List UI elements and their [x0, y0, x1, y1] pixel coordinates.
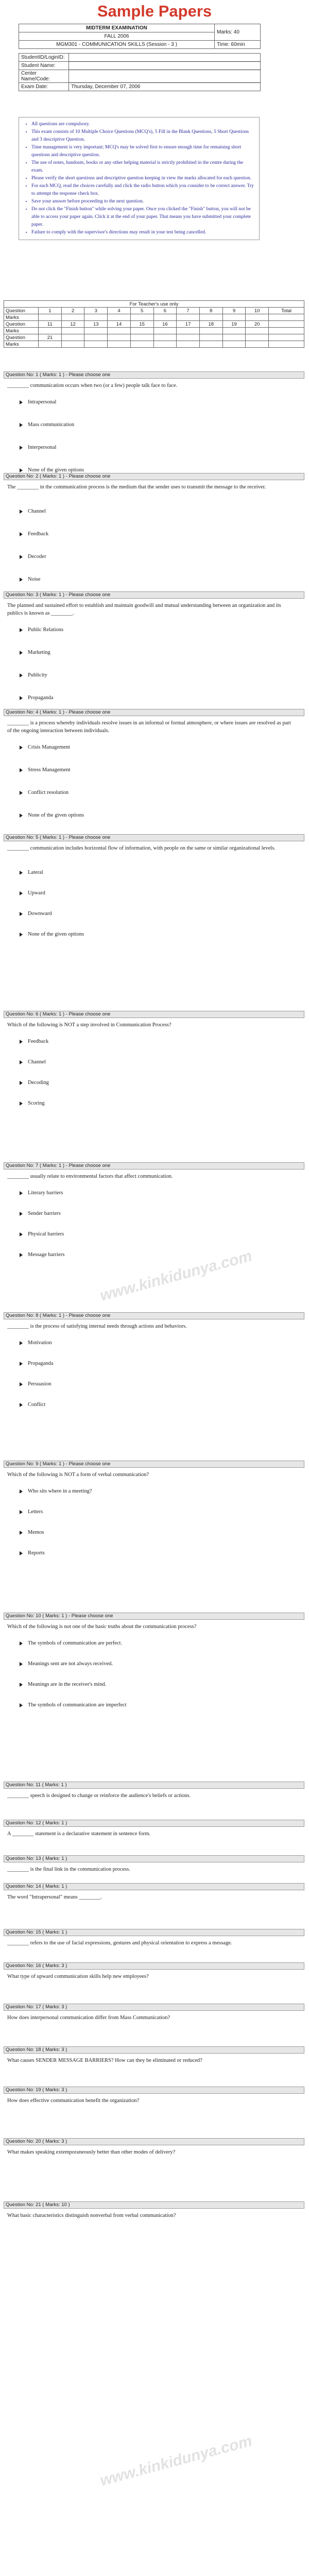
option-bullet-icon [20, 1362, 23, 1366]
teacher-table-row [4, 314, 304, 321]
option-bullet-icon [20, 1403, 23, 1407]
option-bullet-icon [20, 1382, 23, 1386]
teacher-table-cell [130, 314, 153, 321]
teacher-table-row [4, 328, 304, 334]
question-stem: What basic characteristics distinguish nonverbal from verbal communication? [7, 2213, 176, 2218]
question-header-bar: Question No: 4 ( Marks: 1 ) - Please choose one [4, 709, 304, 716]
question-header-bar: Question No: 7 ( Marks: 1 ) - Please choose one [4, 1162, 304, 1170]
question-header-bar: Question No: 3 ( Marks: 1 ) - Please choose one [4, 591, 304, 599]
question-header-bar: Question No: 10 ( Marks: 1 ) - Please choose one [4, 1613, 304, 1620]
option-bullet-icon [20, 555, 23, 559]
teacher-table-cell [177, 334, 200, 341]
question-header-bar: Question No: 18 ( Marks: 3 ) [4, 2046, 304, 2054]
instruction-item: • Save your answer before proceeding to the next question. [31, 198, 254, 206]
option-bullet-icon [20, 891, 23, 895]
question-header-bar: Question No: 13 ( Marks: 1 ) [4, 1855, 304, 1862]
option-radio[interactable] [20, 1360, 54, 1367]
question-stem: A ________ statement is a declarative statement in sentence form. [7, 1831, 151, 1837]
teacher-table-cell [61, 314, 84, 321]
teacher-table-cell [39, 314, 62, 321]
teacher-table-cell [61, 341, 84, 348]
teacher-table-cell: 13 [84, 321, 108, 328]
question-stem: ________ is a process whereby individuals resolve issues in an informal or formal atmosphere, or where issues are resolved as part of the ongoing interaction between individuals. [7, 720, 291, 734]
teacher-table-cell [222, 328, 246, 334]
option-radio[interactable] [20, 744, 70, 751]
instruction-item: • The use of notes, handouts, books or any other helping material is strictly prohibited in the centre during the exam. [31, 159, 254, 175]
option-label: Lateral [28, 870, 43, 875]
question-header-bar: Question No: 20 ( Marks: 3 ) [4, 2138, 304, 2145]
question-stem: What causes SENDER MESSAGE BARRIERS? How can they be eliminated or reduced? [7, 2058, 202, 2063]
option-bullet-icon [20, 423, 23, 427]
exam-time: Time: 60min [215, 41, 261, 49]
teacher-table-cell [108, 328, 131, 334]
option-radio[interactable] [20, 1079, 49, 1087]
student-id-field[interactable] [69, 54, 261, 62]
teacher-table-cell: Question [4, 334, 39, 341]
option-bullet-icon [20, 651, 23, 655]
teacher-table-cell [177, 314, 200, 321]
instructions-box [19, 117, 260, 240]
option-radio[interactable] [20, 789, 68, 796]
question-header-bar: Question No: 15 ( Marks: 1 ) [4, 1929, 304, 1936]
teacher-table-caption: For Teacher's use only [4, 301, 304, 308]
teacher-table-cell: 21 [39, 334, 62, 341]
teacher-table-cell [84, 314, 108, 321]
teacher-table-cell: 19 [222, 321, 246, 328]
option-radio[interactable] [20, 1702, 127, 1709]
question-stem: How does interpersonal communication differ from Mass Communication? [7, 2015, 170, 2021]
teacher-table-cell [199, 341, 222, 348]
option-bullet-icon [20, 1703, 23, 1707]
teacher-table-cell [246, 334, 269, 341]
teacher-use-table [4, 300, 304, 348]
option-bullet-icon [20, 1253, 23, 1257]
exam-header-table [19, 24, 261, 91]
option-bullet-icon [20, 446, 23, 450]
question-header-bar: Question No: 5 ( Marks: 1 ) - Please choose one [4, 834, 304, 841]
option-label: Scoring [28, 1100, 45, 1106]
teacher-table-cell [177, 328, 200, 334]
option-bullet-icon [20, 400, 23, 404]
option-label: Crisis Management [28, 744, 70, 750]
option-radio[interactable] [20, 910, 52, 918]
teacher-table-header: Question 1 2 3 4 5 6 7 8 9 10 Total [4, 308, 304, 314]
teacher-table-cell: 20 [246, 321, 269, 328]
question-stem: The planned and sustained effort to establish and maintain goodwill and mutual understanding between an organization and its publics is known as ________. [7, 603, 281, 616]
question-stem: ________ communication includes horizontal flow of information, with people on the same or similar organizational levels. [7, 845, 276, 851]
option-bullet-icon [20, 696, 23, 700]
marks-total: Marks: 40 [215, 24, 261, 41]
option-label: Persuasion [28, 1381, 52, 1387]
teacher-table-cell [61, 334, 84, 341]
option-bullet-icon [20, 814, 23, 818]
option-bullet-icon [20, 1212, 23, 1216]
option-radio[interactable] [20, 1488, 92, 1495]
option-label: Meanings sent are not always received. [28, 1661, 113, 1667]
option-label: Feedback [28, 531, 49, 537]
field-exam-date: Exam Date: [19, 83, 69, 91]
question-stem: ________ usually relate to environmental factors that affect communication. [7, 1174, 173, 1179]
option-label: Conflict resolution [28, 790, 69, 795]
option-radio[interactable] [20, 1681, 106, 1688]
teacher-table-row [4, 341, 304, 348]
option-radio[interactable] [20, 931, 84, 938]
question-header-bar: Question No: 12 ( Marks: 1 ) [4, 1820, 304, 1827]
option-label: The symbols of communication are perfect. [28, 1640, 123, 1646]
teacher-table-cell: 18 [199, 321, 222, 328]
option-radio[interactable] [20, 694, 54, 702]
teacher-table-cell: Marks [4, 328, 39, 334]
question-header-bar: Question No: 9 ( Marks: 1 ) - Please choose one [4, 1461, 304, 1468]
option-label: Physical barriers [28, 1231, 64, 1237]
option-radio[interactable] [20, 531, 48, 538]
center-field[interactable] [69, 70, 261, 83]
question-stem: ________ refers to the use of facial expressions, gestures and physical orientation to express a message. [7, 1940, 232, 1946]
question-header-bar: Question No: 14 ( Marks: 1 ) [4, 1883, 304, 1890]
teacher-table-cell [39, 328, 62, 334]
teacher-table-row [4, 334, 304, 341]
option-bullet-icon [20, 1683, 23, 1687]
teacher-table-cell [108, 341, 131, 348]
option-label: Literary barriers [28, 1190, 63, 1196]
question-header-bar: Question No: 8 ( Marks: 1 ) - Please choose one [4, 1312, 304, 1319]
option-bullet-icon [20, 1232, 23, 1236]
question-stem: ________ is the process of satisfying internal needs through actions and behaviors. [7, 1324, 187, 1329]
teacher-table-cell [199, 328, 222, 334]
option-label: Who sits where in a meeting? [28, 1488, 92, 1494]
option-label: Conflict [28, 1402, 46, 1408]
teacher-table-cell [246, 328, 269, 334]
teacher-table-cell [153, 334, 177, 341]
teacher-table-cell: Marks [4, 341, 39, 348]
option-radio[interactable] [20, 1231, 64, 1238]
teacher-table-cell: 16 [153, 321, 177, 328]
question-stem: ________ speech is designed to change or reinforce the audience's beliefs or actions. [7, 1793, 191, 1799]
option-radio[interactable] [20, 890, 45, 897]
instruction-item: • Time management is very important; MCQ's may be solved first to ensure enough time for remaining short questions and descriptive question. [31, 144, 254, 159]
question-stem: How does effective communication benefit the organization? [7, 2098, 140, 2104]
teacher-table-cell [177, 341, 200, 348]
option-label: Channel [28, 509, 46, 514]
question-stem: ________ communication occurs when two (or a few) people talk face to face. [7, 383, 178, 388]
field-student-name: Student Name: [19, 62, 69, 70]
option-radio[interactable] [20, 1550, 45, 1557]
option-label: Intrapersonal [28, 399, 57, 405]
option-radio[interactable] [20, 1381, 52, 1388]
instruction-item: • All questions are compulsory. [31, 121, 254, 128]
option-label: None of the given options [28, 467, 84, 473]
teacher-table-cell [108, 334, 131, 341]
option-bullet-icon [20, 1341, 23, 1345]
teacher-table-cell [222, 334, 246, 341]
option-radio[interactable] [20, 421, 74, 429]
option-radio[interactable] [20, 399, 56, 406]
option-bullet-icon [20, 1551, 23, 1555]
option-label: None of the given options [28, 931, 84, 937]
watermark: www.kinkidunya.com [98, 1247, 254, 1304]
option-label: Memos [28, 1530, 44, 1535]
option-label: Letters [28, 1509, 43, 1515]
option-radio[interactable] [20, 672, 47, 679]
teacher-table-cell [153, 328, 177, 334]
question-header-bar: Question No: 6 ( Marks: 1 ) - Please choose one [4, 1011, 304, 1018]
option-bullet-icon [20, 510, 23, 514]
question-header-bar: Question No: 17 ( Marks: 3 ) [4, 2004, 304, 2011]
teacher-table-cell [269, 321, 304, 328]
option-bullet-icon [20, 1489, 23, 1494]
option-label: The symbols of communication are imperfect [28, 1702, 127, 1708]
teacher-table-cell [84, 341, 108, 348]
teacher-table-cell: 12 [61, 321, 84, 328]
course-title: MGM301 - COMMUNICATION SKILLS (Session - 3 ) [19, 41, 215, 49]
teacher-table-cell [246, 341, 269, 348]
option-radio[interactable] [20, 576, 41, 583]
option-radio[interactable] [20, 1210, 61, 1217]
question-header-bar: Question No: 11 ( Marks: 1 ) [4, 1782, 304, 1789]
question-stem: What makes speaking extemporaneously better than other modes of delivery? [7, 2149, 176, 2155]
teacher-table-cell: 14 [108, 321, 131, 328]
option-radio[interactable] [20, 649, 50, 656]
option-radio[interactable] [20, 1100, 45, 1107]
option-bullet-icon [20, 1101, 23, 1106]
question-stem: Which of the following is NOT a form of verbal communication? [7, 1472, 149, 1478]
teacher-table-cell [39, 341, 62, 348]
teacher-table-cell [153, 341, 177, 348]
option-label: Meanings are in the receiver's mind. [28, 1682, 107, 1687]
teacher-table-cell [222, 314, 246, 321]
option-bullet-icon [20, 1662, 23, 1666]
teacher-table-cell [269, 314, 304, 321]
option-radio[interactable] [20, 1251, 64, 1259]
question-header-bar: Question No: 1 ( Marks: 1 ) - Please choose one [4, 371, 304, 379]
teacher-table-cell [108, 314, 131, 321]
option-bullet-icon [20, 1191, 23, 1195]
option-radio[interactable] [20, 1660, 113, 1668]
option-label: Downward [28, 911, 52, 917]
option-radio[interactable] [20, 1509, 43, 1516]
teacher-table-cell [199, 334, 222, 341]
option-label: Propaganda [28, 1361, 54, 1366]
option-label: Public Relations [28, 627, 64, 633]
instruction-item: • For each MCQ, read the choices carefully and click the radio button which you consider to be correct answer. Try to attempt the response check box. [31, 182, 254, 198]
question-header-bar: Question No: 16 ( Marks: 3 ) [4, 1962, 304, 1970]
option-radio[interactable] [20, 508, 46, 515]
teacher-table-cell: 11 [39, 321, 62, 328]
option-radio[interactable] [20, 1038, 48, 1045]
option-label: Stress Management [28, 767, 71, 773]
teacher-table-cell [61, 328, 84, 334]
option-radio[interactable] [20, 767, 71, 774]
option-label: Publicity [28, 672, 47, 678]
option-radio[interactable] [20, 1340, 52, 1347]
option-radio[interactable] [20, 444, 56, 451]
option-label: Reports [28, 1550, 45, 1556]
option-radio[interactable] [20, 1529, 44, 1536]
option-radio[interactable] [20, 1401, 45, 1409]
option-label: Upward [28, 890, 45, 896]
question-header-bar: Question No: 2 ( Marks: 1 ) - Please choose one [4, 473, 304, 480]
question-stem: The ________ in the communication process is the medium that the sender uses to transmit the message to the receiver. [7, 484, 266, 490]
teacher-table-cell [199, 314, 222, 321]
banner-title: Sample Papers [97, 2, 212, 20]
option-bullet-icon [20, 578, 23, 582]
instruction-item: • Do not click the "Finish button" while solving your paper. Once you clicked the "Finish" button, you will not be able to access your paper again. Click it at the end of your paper. That means you have submitted your complete paper. [31, 206, 254, 229]
instruction-item: • Failure to comply with the supervisor's directions may result in your test being cancelled. [31, 229, 254, 236]
option-radio[interactable] [20, 626, 63, 634]
option-bullet-icon [20, 532, 23, 536]
option-label: Channel [28, 1059, 46, 1065]
teacher-table-cell [130, 334, 153, 341]
watermark: www.kinkidunya.com [98, 2432, 254, 2489]
option-bullet-icon [20, 1040, 23, 1044]
option-bullet-icon [20, 791, 23, 795]
teacher-table-cell [84, 328, 108, 334]
teacher-table-cell: Question [4, 321, 39, 328]
option-bullet-icon [20, 673, 23, 677]
option-radio[interactable] [20, 553, 46, 561]
teacher-table-cell [130, 341, 153, 348]
instruction-item: • Please verify the short questions and descriptive question keeping in view the marks allocated for each question. [31, 175, 254, 182]
teacher-table-cell [269, 334, 304, 341]
option-label: Propaganda [28, 695, 54, 701]
option-bullet-icon [20, 1081, 23, 1085]
question-header-bar: Question No: 19 ( Marks: 3 ) [4, 2087, 304, 2094]
option-label: Interpersonal [28, 445, 57, 450]
teacher-table-cell [269, 328, 304, 334]
teacher-table-cell [153, 314, 177, 321]
option-bullet-icon [20, 468, 23, 472]
teacher-table-cell [246, 314, 269, 321]
option-bullet-icon [20, 628, 23, 632]
question-stem: Which of the following is NOT a step involved in Communication Process? [7, 1022, 171, 1028]
option-radio[interactable] [20, 1059, 46, 1066]
teacher-table-cell: 17 [177, 321, 200, 328]
option-bullet-icon [20, 871, 23, 875]
teacher-table-cell [269, 341, 304, 348]
option-label: Sender barriers [28, 1211, 61, 1216]
option-bullet-icon [20, 933, 23, 937]
question-stem: Which of the following is not one of the basic truths about the communication process? [7, 1624, 197, 1630]
question-stem: The word "Intrapersonal" means ________. [7, 1894, 102, 1900]
instruction-item: • This exam consists of 10 Multiple Choice Questions (MCQ's), 5 Fill in the Blank Questions, 5 Short Questions and 3 descriptive Question. [31, 128, 254, 144]
option-label: Marketing [28, 650, 50, 655]
question-stem: ________ is the final link in the communication process. [7, 1867, 130, 1872]
option-label: Motivation [28, 1340, 52, 1346]
option-radio[interactable] [20, 812, 84, 819]
question-header-bar: Question No: 21 ( Marks: 10 ) [4, 2201, 304, 2209]
exam-title: MIDTERM EXAMINATION [19, 24, 215, 32]
student-name-field[interactable] [69, 62, 261, 70]
teacher-table-cell: 15 [130, 321, 153, 328]
option-radio[interactable] [20, 1640, 122, 1647]
option-bullet-icon [20, 1060, 23, 1064]
option-bullet-icon [20, 1510, 23, 1514]
teacher-table-cell [130, 328, 153, 334]
option-label: Feedback [28, 1039, 49, 1044]
option-bullet-icon [20, 912, 23, 916]
field-center: Center Name/Code: [19, 70, 69, 83]
option-label: Decoding [28, 1080, 49, 1086]
question-stem: What type of upward communication skills help new employees? [7, 1974, 149, 1979]
option-label: Decoder [28, 554, 46, 560]
option-label: Mass communication [28, 422, 75, 428]
field-student-id: StudentID/LoginID: [19, 54, 69, 62]
option-bullet-icon [20, 1531, 23, 1535]
option-bullet-icon [20, 768, 23, 772]
teacher-table-cell [84, 334, 108, 341]
exam-date-value: Thursday, December 07, 2006 [69, 83, 261, 91]
teacher-table-cell [222, 341, 246, 348]
option-label: Noise [28, 577, 41, 582]
teacher-table-row [4, 321, 304, 328]
option-bullet-icon [20, 745, 23, 750]
instructions-list [24, 121, 254, 236]
option-label: None of the given options [28, 812, 84, 818]
option-label: Message barriers [28, 1252, 65, 1258]
option-bullet-icon [20, 1641, 23, 1646]
option-radio[interactable] [20, 1190, 63, 1197]
option-radio[interactable] [20, 869, 43, 876]
teacher-table-cell: Marks [4, 314, 39, 321]
exam-term: FALL 2006 [19, 32, 215, 41]
